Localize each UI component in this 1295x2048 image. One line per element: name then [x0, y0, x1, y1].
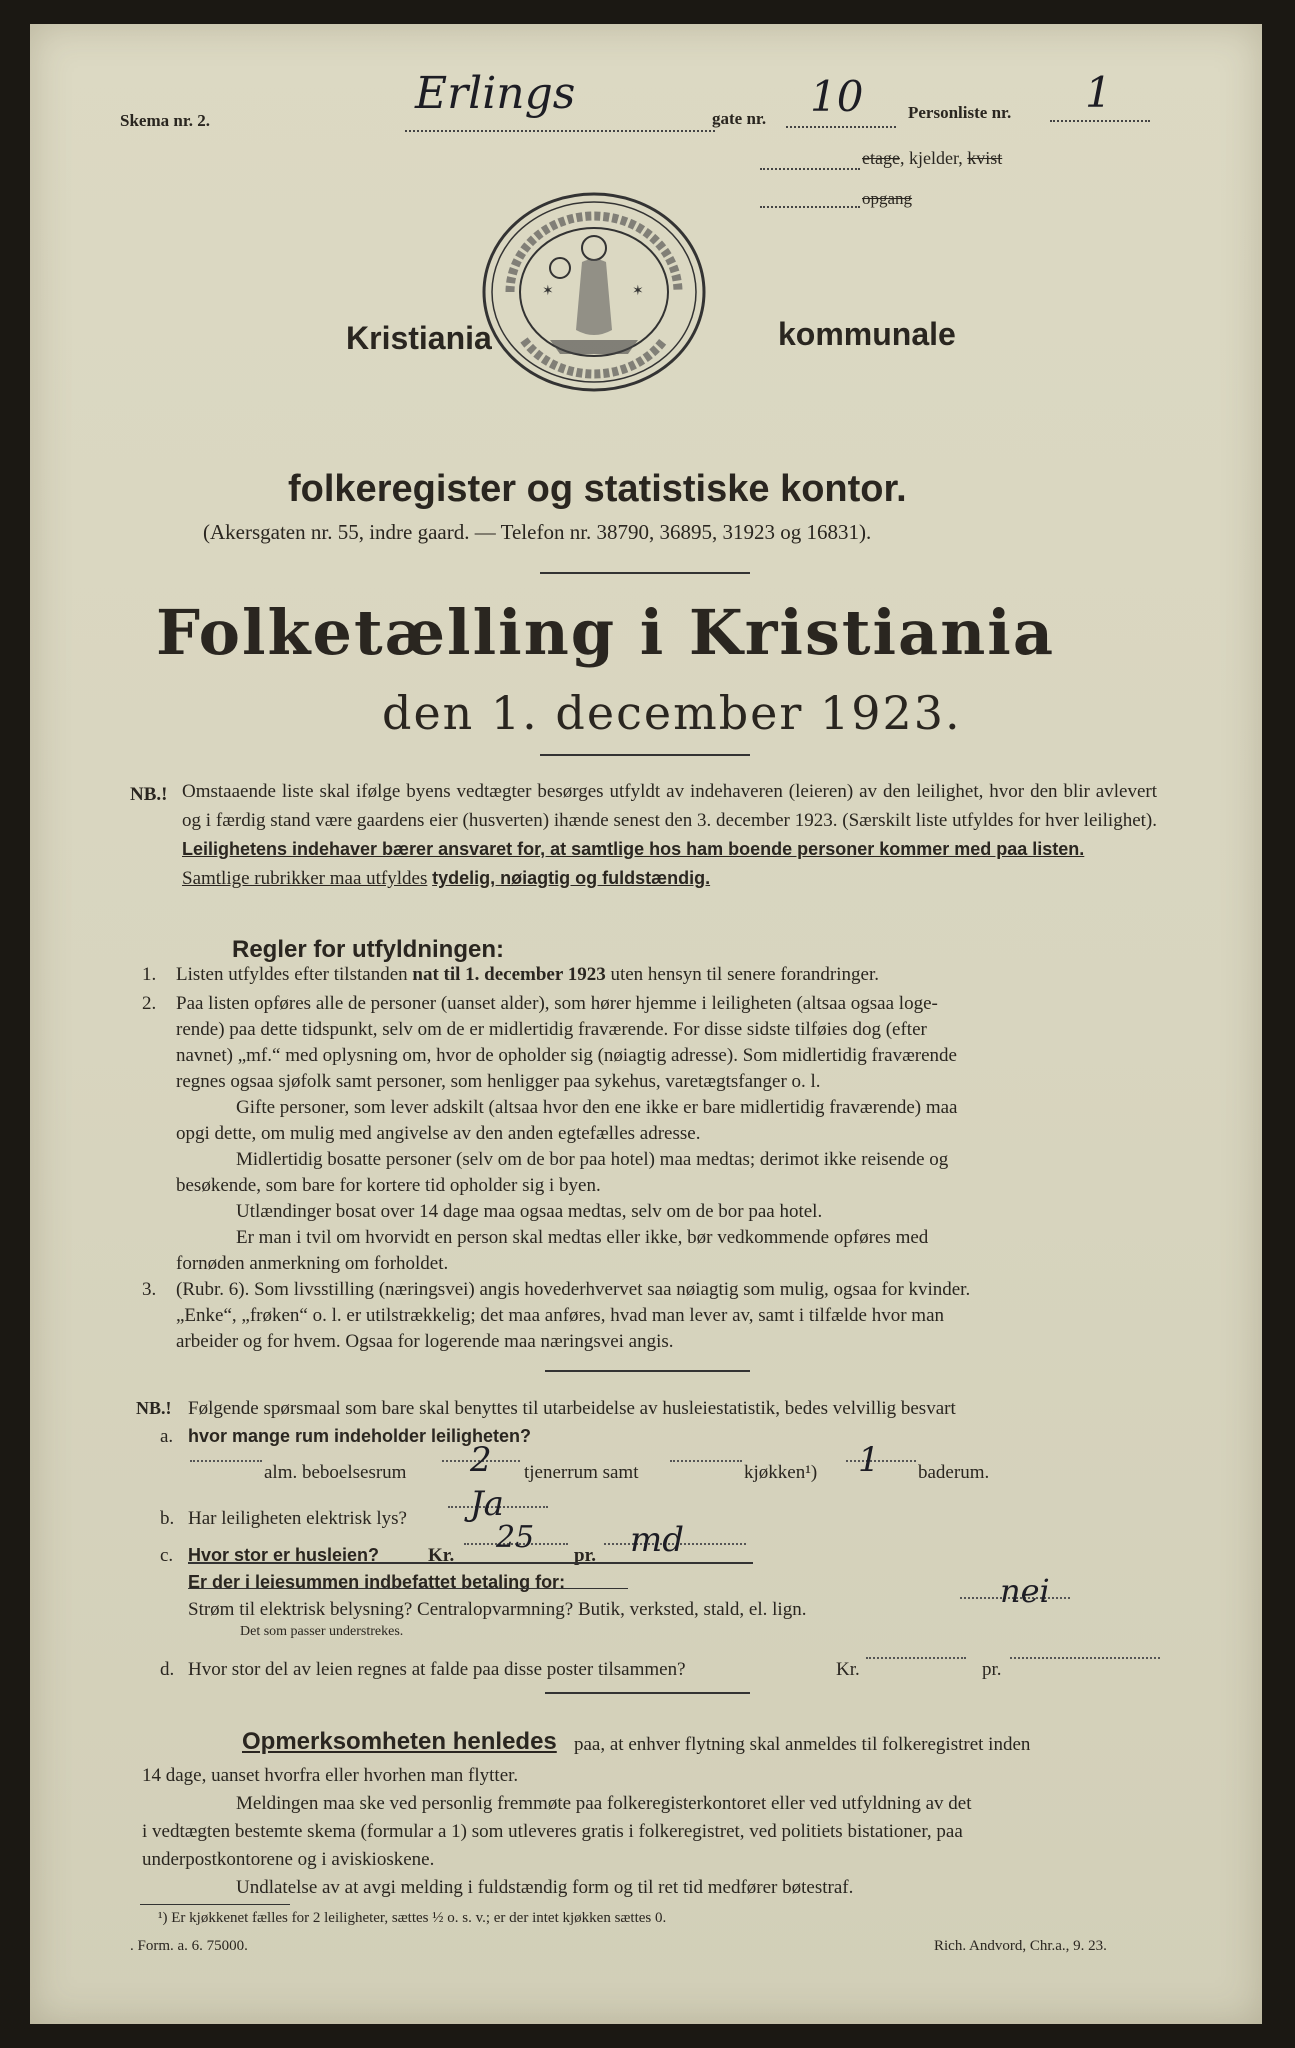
office-left: Kristiania	[346, 320, 492, 356]
kristiania-seal-icon	[480, 190, 708, 394]
office-right: kommunale	[778, 316, 956, 352]
svg-text:✶: ✶	[542, 284, 554, 299]
nb2-intro: Følgende spørsmaal som bare skal benyttes til utarbeidelse av husleiestatistik, bedes velvillig besvart	[188, 1398, 956, 1419]
question-b: Har leiligheten elektrisk lys?	[188, 1508, 407, 1529]
included-answer: nei	[1000, 1572, 1050, 1610]
street-name-handwritten: Erlings	[415, 68, 576, 119]
rule-1	[176, 962, 879, 987]
rule-2-line-3: navnet) „mf.“ med oplysning om, hvor de opholder sig (nøiagtig adresse). Som midlertidig fraværende	[176, 1045, 957, 1066]
notice-line-2: 14 dage, uanset hvorfra eller hvorhen man flytter.	[142, 1765, 519, 1786]
question-d-label: d.	[160, 1659, 175, 1680]
nb1-paragraph	[182, 777, 1157, 893]
rent-period: md	[630, 1520, 685, 1560]
tjener-label: tjenerrum samt	[524, 1462, 639, 1483]
question-a-label: a.	[160, 1426, 174, 1447]
nb2-label: NB.!	[136, 1398, 172, 1418]
printer-imprint: Rich. Andvord, Chr.a., 9. 23.	[934, 1938, 1107, 1954]
d-pr-label: pr.	[982, 1659, 1002, 1680]
kr-label: Kr.	[428, 1545, 455, 1566]
form-number: . Form. a. 6. 75000.	[130, 1938, 248, 1954]
b-answer: Ja	[470, 1484, 504, 1524]
notice-line-4: i vedtægten bestemte skema (formular a 1) som utleveres gratis i folkeregistret, ved politiets bistationer, paa	[142, 1821, 963, 1842]
nb1-rubrikker: Samtlige rubrikker maa utfyldes	[182, 868, 428, 889]
notice-line-1: paa, at enhver flytning skal anmeldes til folkeregistret inden	[574, 1734, 1031, 1755]
rule-2-line-11: fornøden anmerkning om forholdet.	[176, 1253, 449, 1274]
notice-heading: Opmerksomheten henledes	[242, 1728, 557, 1755]
page-title: Folketælling i Kristiania	[156, 596, 1056, 669]
divider-nb2	[545, 1692, 750, 1694]
rule-3-line-1: (Rubr. 6). Som livsstilling (næringsvei) angis hovederhvervet saa nøiagtig som mulig, ogsaa for kvinder.	[176, 1279, 971, 1300]
rule-1-date: nat til 1. december 1923	[412, 964, 606, 985]
bad-label: baderum.	[918, 1462, 990, 1483]
rule-2-line-4: regnes ogsaa sjøfolk samt personer, som henligger paa sykehus, varetægtsfanger o. l.	[176, 1071, 821, 1092]
footnote-rule	[140, 1904, 290, 1905]
page-subtitle: den 1. december 1923.	[382, 686, 962, 740]
question-c-label: c.	[160, 1545, 174, 1566]
rule-1-c: uten hensyn til senere forandringer.	[610, 964, 880, 985]
personliste-label: Personliste nr.	[908, 103, 1012, 122]
rule-3-line-2: „Enke“, „frøken“ o. l. er utilstrækkelig; det maa anføres, hvad man lever av, samt i tilfælde hvor man	[176, 1305, 945, 1326]
nb1-responsibility: Leilighetens indehaver bærer ansvaret for, at samtlige hos ham boende personer kommer med paa listen.	[182, 839, 1085, 859]
office-name: folkeregister og statistiske kontor.	[288, 468, 907, 510]
question-a: hvor mange rum indeholder leiligheten?	[188, 1426, 532, 1446]
rule-2-line-8: besøkende, som bare for kortere tid opholder sig i byen.	[176, 1175, 601, 1196]
included-items: Strøm til elektrisk belysning? Centralopvarmning? Butik, verksted, stald, el. lign.	[188, 1599, 807, 1620]
office-address: (Akersgaten nr. 55, indre gaard. — Telefon nr. 38790, 36895, 31923 og 16831).	[203, 520, 872, 544]
rule-2-line-10: Er man i tvil om hvorvidt en person skal medtas eller ikke, bør vedkommende opføres med	[236, 1227, 929, 1248]
kjelder-text: , kjelder,	[899, 148, 963, 168]
c-underline	[188, 1562, 753, 1564]
question-b-label: b.	[160, 1508, 175, 1529]
gate-label: gate nr.	[712, 109, 767, 128]
included-underline	[188, 1588, 628, 1589]
rule-2-line-9: Utlændinger bosat over 14 dage maa ogsaa medtas, selv om de bor paa hotel.	[236, 1201, 823, 1222]
svg-text:✶: ✶	[632, 284, 644, 299]
rule-2-line-7: Midlertidig bosatte personer (selv om de bor paa hotel) maa medtas; derimot ikke reisende og	[236, 1149, 949, 1170]
rule-2-line-1: Paa listen opføres alle de personer (uanset alder), som hører hjemme i leiligheten (altsaa ogsaa loge-	[176, 993, 938, 1014]
rule-2-line-6: opgi dette, om mulig med angivelse av den anden egtefælles adresse.	[176, 1123, 701, 1144]
street-line	[405, 130, 715, 132]
etage-struck: etage	[862, 148, 900, 168]
kjokken-blank[interactable]	[670, 1460, 742, 1462]
rule-2-line-5: Gifte personer, som lever adskilt (altsaa hvor den ene ikke er bare midlertidig fraværende) maa	[236, 1097, 958, 1118]
alm-rooms-blank[interactable]	[190, 1460, 262, 1462]
rule-3-number: 3.	[142, 1279, 157, 1300]
divider-top	[540, 572, 750, 574]
footnote: ¹) Er kjøkkenet fælles for 2 leiligheter, sættes ½ o. s. v.; er der intet kjøkken sættes 0.	[158, 1910, 667, 1926]
alm-rooms-label: alm. beboelsesrum	[264, 1462, 407, 1483]
bad-blank[interactable]	[846, 1460, 916, 1462]
rent-amount: 25	[496, 1520, 535, 1555]
pr-label: pr.	[574, 1545, 597, 1566]
rule-3-line-3: arbeider og for hvem. Ogsaa for logerende maa næringsvei angis.	[176, 1331, 674, 1352]
opgang-line	[760, 206, 860, 208]
question-d: Hvor stor del av leien regnes at falde paa disse poster tilsammen?	[188, 1659, 686, 1680]
opgang-struck: opgang	[862, 189, 913, 208]
gate-number-line	[786, 126, 896, 128]
skema-number: Skema nr. 2.	[120, 111, 211, 130]
nb1-text: Omstaaende liste skal ifølge byens vedtægter besørges utfyldt av indehaveren (leieren) av den leilighet, hvor den blir avlevert og i færdig stand være gaardens eier (husverten) ihænde senest den 3. december 1923. (Særskilt liste utfyldes for hver leilighet).	[182, 781, 1157, 831]
d-kr-blank[interactable]	[866, 1657, 966, 1659]
rule-2-number: 2.	[142, 993, 157, 1014]
rule-1-a: Listen utfyldes efter tilstanden	[176, 964, 408, 985]
d-pr-blank[interactable]	[1010, 1657, 1160, 1659]
floor-options	[862, 146, 1002, 171]
included-note: Det som passer understrekes.	[240, 1624, 404, 1639]
etage-line	[760, 168, 860, 170]
kjokken-label: kjøkken¹)	[744, 1462, 818, 1483]
rule-1-number: 1.	[142, 964, 157, 985]
divider-rules	[545, 1370, 750, 1372]
included-question: Er der i leiesummen indbefattet betaling for:	[188, 1572, 566, 1592]
personliste-number-handwritten: 1	[1085, 68, 1112, 117]
nb1-precision: tydelig, nøiagtig og fuldstændig.	[432, 868, 711, 888]
question-c: Hvor stor er husleien?	[188, 1545, 380, 1565]
gate-number-handwritten: 10	[810, 72, 864, 121]
divider-title	[540, 754, 750, 756]
d-kr-label: Kr.	[836, 1659, 860, 1680]
rules-heading: Regler for utfyldningen:	[232, 936, 504, 963]
personliste-line	[1050, 120, 1150, 122]
notice-line-5: underpostkontorene og i aviskioskene.	[142, 1849, 435, 1870]
rule-2-line-2: rende) paa dette tidspunkt, selv om de er midlertidig fraværende. For disse sidste tilføies dog (efter	[176, 1019, 927, 1040]
tjener-value: 2	[470, 1440, 492, 1480]
notice-line-6: Undlatelse av at avgi melding i fuldstændig form og til ret tid medfører bøtestraf.	[236, 1877, 854, 1898]
nb1-label: NB.!	[130, 784, 168, 805]
notice-line-3: Meldingen maa ske ved personlig fremmøte paa folkeregisterkontoret eller ved utfyldning av det	[236, 1793, 972, 1814]
kvist-struck: kvist	[967, 148, 1003, 168]
bad-value: 1	[858, 1440, 880, 1480]
